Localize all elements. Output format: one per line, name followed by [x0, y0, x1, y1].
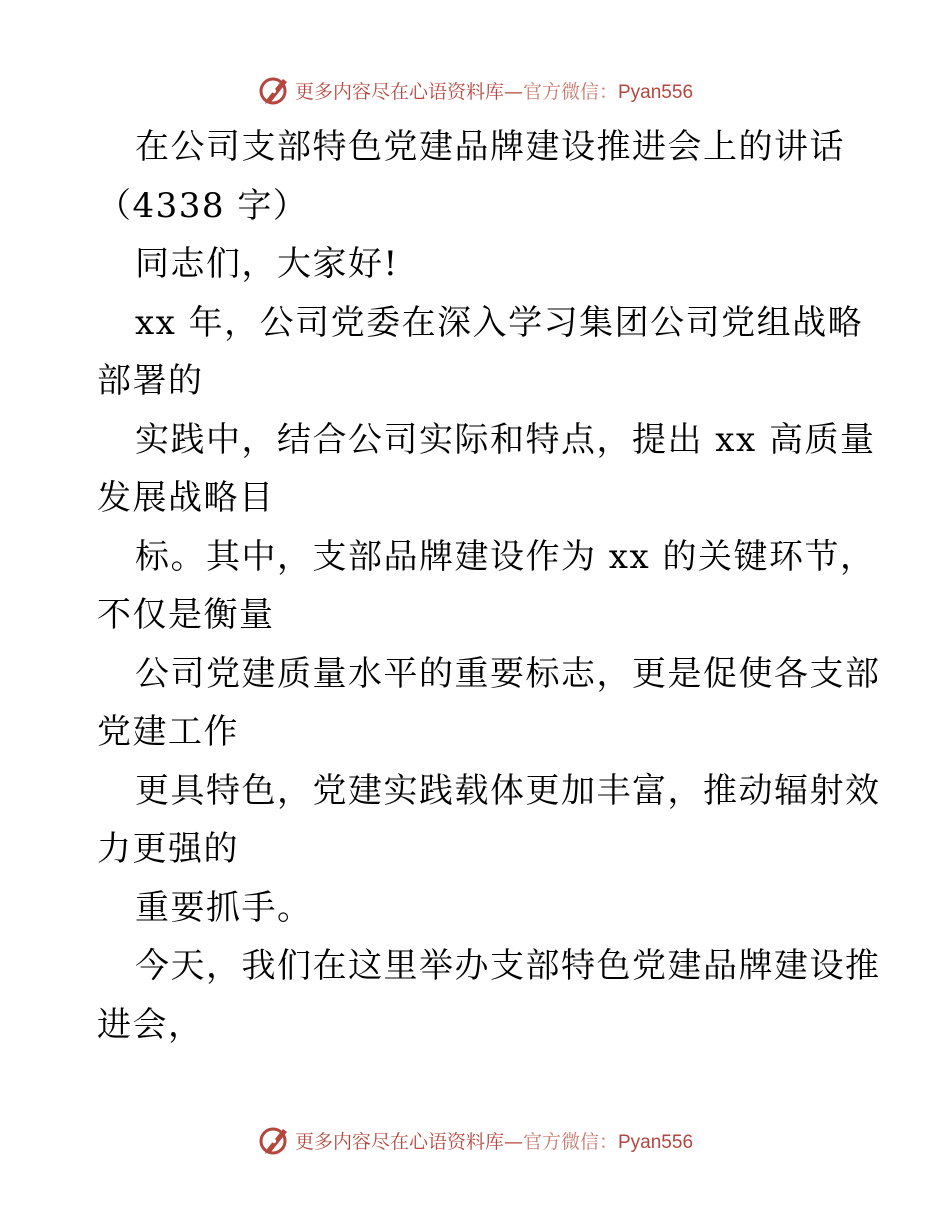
- document-text-line: 实践中，结合公司实际和特点，提出 xx 高质量: [135, 419, 876, 460]
- document-text-line: 同志们，大家好!: [135, 244, 399, 284]
- document-text-line: 党建工作: [97, 712, 239, 752]
- document-text-line: 不仅是衡量: [97, 595, 275, 635]
- document-text-line: 重要抓手。: [135, 887, 313, 928]
- banner-wechat-label: 官方微信：: [522, 80, 618, 103]
- pen-logo-icon: [257, 1123, 291, 1157]
- banner-site-text: 更多内容尽在心语资料库: [294, 80, 504, 103]
- document-text-line: xx 年，公司党委在深入学习集团公司党组战略: [135, 302, 864, 343]
- banner-wechat-id: Pyan556: [618, 81, 694, 103]
- document-text-line: （4338 字）: [97, 185, 309, 226]
- footer-banner: [0, 1120, 950, 1160]
- header-banner: [0, 70, 950, 110]
- document-text-line: 公司党建质量水平的重要标志，更是促使各支部: [135, 653, 881, 694]
- document-text-line: 进会，: [97, 1004, 204, 1045]
- pen-logo-icon: [257, 73, 291, 107]
- document-text-line: 标。其中，支部品牌建设作为 xx 的关键环节，: [135, 536, 876, 577]
- banner-text: [295, 1127, 693, 1154]
- document-text-line: 发展战略目: [97, 478, 275, 518]
- document-body: [97, 118, 881, 1054]
- banner-dash: —: [503, 1130, 523, 1153]
- document-text-line: 部署的: [97, 361, 204, 401]
- banner-wechat-label: 官方微信：: [522, 1130, 618, 1153]
- banner-text: [295, 77, 693, 104]
- document-title-line: 在公司支部特色党建品牌建设推进会上的讲话: [135, 127, 845, 167]
- document-text-line: 力更强的: [97, 829, 239, 869]
- banner-wechat-id: Pyan556: [618, 1131, 694, 1153]
- document-text-line: 更具特色，党建实践载体更加丰富，推动辐射效: [135, 770, 881, 811]
- banner-dash: —: [503, 80, 523, 103]
- banner-site-text: 更多内容尽在心语资料库: [294, 1130, 504, 1153]
- document-text-line: 今天，我们在这里举办支部特色党建品牌建设推: [135, 946, 881, 986]
